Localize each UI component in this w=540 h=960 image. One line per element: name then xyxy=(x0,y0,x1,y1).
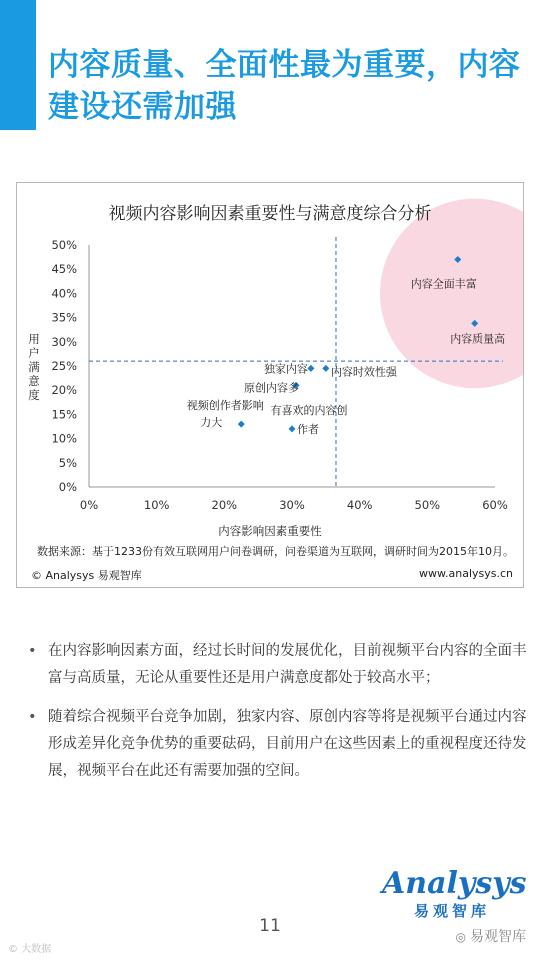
x-axis-label: 内容影响因素重要性 xyxy=(218,524,322,538)
y-tick-label: 40% xyxy=(51,286,77,301)
point-label: 力大 xyxy=(200,416,223,430)
x-tick-label: 30% xyxy=(279,498,305,512)
y-tick-label: 30% xyxy=(51,334,77,349)
bullet-text: 在内容影响因素方面，经过长时间的发展优化，目前视频平台内容的全面丰富与高质量，无论从重要性还是用户满意度都处于较高水平； xyxy=(48,643,527,686)
x-tick-label: 0% xyxy=(79,498,99,512)
y-tick-label: 15% xyxy=(51,407,77,422)
bullet-icon: • xyxy=(28,709,37,725)
point-label: 视频创作者影响 xyxy=(186,399,264,413)
logo-chinese-name: 易观智库 xyxy=(413,902,490,920)
data-point xyxy=(322,365,329,372)
y-axis-label-char: 意 xyxy=(28,374,40,388)
point-label: 内容时效性强 xyxy=(330,365,397,379)
point-label: 原创内容多 xyxy=(244,381,300,395)
page-title: 内容质量、全面性最为重要，内容建设还需加强 xyxy=(48,47,521,125)
y-axis-label-char: 户 xyxy=(28,346,40,360)
highlight-circle xyxy=(380,199,523,388)
analysys-logo xyxy=(382,866,527,921)
chart-title: 视频内容影响因素重要性与满意度综合分析 xyxy=(108,204,432,224)
point-label: 内容全面丰富 xyxy=(410,277,477,291)
chart-copyright: © Analysys 易观智库 xyxy=(31,569,142,582)
point-label: 作者 xyxy=(297,422,319,436)
data-point xyxy=(238,421,245,428)
page-number: 11 xyxy=(259,916,281,936)
x-tick-label: 60% xyxy=(482,498,508,512)
y-tick-label: 25% xyxy=(51,359,77,373)
y-tick-label: 20% xyxy=(51,383,77,398)
data-point xyxy=(307,365,314,372)
x-tick-label: 50% xyxy=(414,498,441,512)
y-tick-label: 50% xyxy=(51,238,77,252)
y-axis-label-char: 用 xyxy=(28,332,40,346)
y-axis-label-char: 度 xyxy=(28,388,40,402)
chart-source-note: 数据来源：基于1233份有效互联网用户问卷调研，问卷渠道为互联网，调研时间为2015年10月。 xyxy=(37,545,514,558)
y-tick-label: 5% xyxy=(58,455,77,470)
bullet-icon: • xyxy=(28,643,37,659)
bullet-text: 随着综合视频平台竞争加剧，独家内容、原创内容等将是视频平台通过内容形成差异化竞争优势的重要砝码，目前用户在这些因素上的重视程度还待发展，视频平台在此还有需要加强的空间。 xyxy=(48,709,527,779)
footer-watermark: © 大数据 xyxy=(8,944,52,955)
point-label: 独家内容 xyxy=(263,362,308,376)
y-tick-label: 10% xyxy=(51,431,77,446)
point-label: 有喜欢的内容创 xyxy=(270,403,348,417)
data-point xyxy=(289,425,296,432)
bullet-item xyxy=(28,704,528,785)
point-label: 内容质量高 xyxy=(450,332,506,346)
logo-wordmark: Analysys xyxy=(382,866,527,901)
x-tick-label: 10% xyxy=(143,498,170,512)
y-tick-label: 0% xyxy=(58,480,77,494)
bullet-item xyxy=(28,638,528,692)
x-tick-label: 40% xyxy=(346,498,373,512)
footer-account-name: 易观智库 xyxy=(470,929,526,945)
chart-panel xyxy=(16,182,524,588)
title-accent-bar xyxy=(0,0,36,130)
x-tick-label: 20% xyxy=(211,498,238,512)
footer-account xyxy=(456,926,526,946)
y-tick-label: 45% xyxy=(51,262,77,277)
y-axis-label-char: 满 xyxy=(28,360,40,374)
chart-site-url: www.analysys.cn xyxy=(419,567,513,580)
wechat-icon: ◎ xyxy=(455,930,466,944)
scatter-chart xyxy=(17,183,523,587)
bullet-list xyxy=(28,638,528,797)
y-tick-label: 35% xyxy=(51,310,77,325)
